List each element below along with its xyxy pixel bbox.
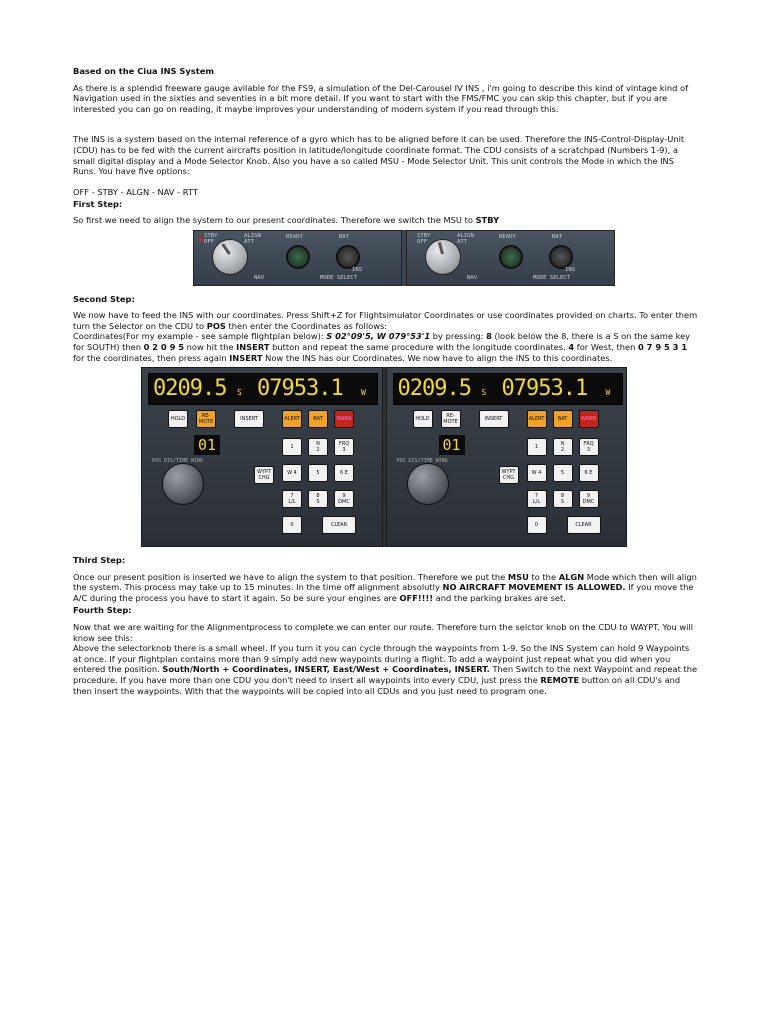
intro-paragraph: As there is a splendid freeware gauge avilable for the FS9, a simulation of the Del-Carousel IV INS , i'm going to describe this kind of vintage kind of Navigation used in the sixties and seventies in a bit more detail. If you want to start with the FMS/FMC you can skip this chapter, but if you are interested you can go on reading, it maybe improves your understanding of modern system if you read through this. bbox=[73, 82, 689, 114]
cdu-panel-left bbox=[141, 367, 383, 547]
cdu-panel-figure bbox=[141, 367, 627, 547]
remote-button[interactable]: RE- MOTE bbox=[196, 410, 216, 428]
key-8[interactable]: 8 S bbox=[308, 490, 328, 508]
key-4[interactable]: W 4 bbox=[527, 464, 547, 482]
wypt-chg-button[interactable]: WYPT CHG bbox=[254, 466, 274, 484]
selector-labels: POS DIS/TIME WIND bbox=[152, 458, 204, 465]
alert-lamp: ALERT bbox=[527, 410, 547, 428]
key-9[interactable]: 9 DMC bbox=[579, 490, 599, 508]
key-2[interactable]: N 2 bbox=[553, 438, 573, 456]
document-body bbox=[73, 66, 698, 696]
ready-lamp bbox=[286, 245, 310, 269]
key-4[interactable]: W 4 bbox=[282, 464, 302, 482]
msu-label-bat: BAT bbox=[339, 233, 350, 240]
key-3[interactable]: FRQ 3 bbox=[579, 438, 599, 456]
latitude-hemisphere: S bbox=[237, 388, 242, 398]
msu-label-bat: BAT bbox=[552, 233, 563, 240]
alert-lamp: ALERT bbox=[282, 410, 302, 428]
key-3[interactable]: FRQ 3 bbox=[334, 438, 354, 456]
ready-lamp bbox=[499, 245, 523, 269]
warn-lamp: WARN bbox=[334, 410, 354, 428]
second-step-text: We now have to feed the INS with our coordinates. Press Shift+Z for Flightsimulator Coordinates or use coordinates provided on charts. To enter them turn the Selector on the CDU to POS then enter the Coordinates as follows: Coordinates(For my example - see sample flightplan below): S 02°09'5, W 079°53'1 by pressing: 8 (look below the 8, there is a S on the same key for SOUTH) then 0 2 0 9 5 now hit the INSERT button and repeat the same procedure with the longitude coordinates. 4 for West, then 0 7 9 5 3 1 for the coordinates, then press again INSERT Now the INS has our Coordinates. We now have to align the INS to this coordinates. bbox=[73, 310, 698, 363]
warn-lamp: WARN bbox=[579, 410, 599, 428]
bat-warning-lamp: BAT bbox=[308, 410, 328, 428]
latitude-readout: 0209.5 bbox=[153, 376, 227, 402]
longitude-hemisphere: W bbox=[361, 388, 366, 398]
mode-options: OFF - STBY - ALGN - NAV - RTT bbox=[73, 186, 198, 197]
hold-button[interactable]: HOLD bbox=[168, 410, 188, 428]
msu-panel-right bbox=[406, 230, 615, 286]
key-7[interactable]: 7 L/L bbox=[282, 490, 302, 508]
insert-button[interactable]: INSERT bbox=[234, 410, 264, 428]
cdu-coordinate-display bbox=[393, 373, 623, 405]
key-5[interactable]: 5 bbox=[553, 464, 573, 482]
longitude-readout: 07953.1 bbox=[501, 376, 588, 402]
key-6[interactable]: 6 E bbox=[334, 464, 354, 482]
cdu-coordinate-display bbox=[148, 373, 378, 405]
hold-button[interactable]: HOLD bbox=[413, 410, 433, 428]
waypoint-number-display: 01 bbox=[194, 435, 220, 455]
msu-label-mode-select: MODE SELECT bbox=[320, 274, 358, 281]
key-1[interactable]: 1 bbox=[527, 438, 547, 456]
msu-label-ready: READY bbox=[499, 233, 516, 240]
msu-label-stby: STBY OFF bbox=[204, 232, 218, 245]
key-0[interactable]: 0 bbox=[527, 516, 547, 534]
third-step-text: Once our present position is inserted we have to align the system to that position. Therefore we put the MSU to the ALGN Mode which then will align the system. This process may take up to 15 minutes. In the time off alignment absolutly NO AIRCRAFT MOVEMENT IS ALLOWED. If you move the A/C during the process you have to start it again. So be sure your engines are OFF!!!! and the parking brakes are set. bbox=[73, 571, 697, 603]
key-7[interactable]: 7 L/L bbox=[527, 490, 547, 508]
key-6[interactable]: 6 E bbox=[579, 464, 599, 482]
fourth-step-heading: Fourth Step: bbox=[73, 605, 132, 616]
longitude-readout: 07953.1 bbox=[257, 376, 343, 402]
data-selector-knob[interactable] bbox=[407, 463, 449, 505]
msu-panel-left bbox=[193, 230, 402, 286]
msu-label-nav: NAV bbox=[254, 274, 265, 281]
waypoint-number-display: 01 bbox=[439, 435, 465, 455]
msu-label-ins: INS bbox=[565, 266, 576, 273]
remote-button[interactable]: RE- MOTE bbox=[441, 410, 461, 428]
msu-panel-figure bbox=[193, 230, 615, 286]
msu-label-align: ALIGN ATT bbox=[457, 232, 474, 245]
longitude-hemisphere: W bbox=[605, 388, 611, 398]
first-step-heading: First Step: bbox=[73, 199, 123, 210]
ins-description-paragraph: The INS is a system based on the internal reference of a gyro which has to be aligned before it can be used. Therefore the INS-Control-Display-Unit (CDU) has to be fed with the current aircrafts position in latitude/longitude coordinate format. The CDU consists of a scratchpad (Numbers 1-9), a small digital display and a Mode Selector Knob. Also you have a so called MSU - Mode Selector Unit. This unit controls the Mode in which the INS Runs. You have five options: bbox=[73, 134, 685, 177]
msu-label-nav: NAV bbox=[467, 274, 478, 281]
latitude-readout: 0209.5 bbox=[397, 376, 471, 402]
third-step-heading: Third Step: bbox=[73, 555, 126, 566]
msu-label-mode-select: MODE SELECT bbox=[533, 274, 571, 281]
key-0[interactable]: 0 bbox=[282, 516, 302, 534]
msu-label-align: ALIGN ATT bbox=[244, 232, 261, 245]
heading-ciua-ins: Based on the Ciua INS System bbox=[73, 66, 214, 76]
fourth-step-text: Now that we are waiting for the Alignmentprocess to complete we can enter our route. Therefore turn the selctor knob on the CDU to WAYPT. You will know see this: Above the selectorknob there is a small wheel. If you turn it you can cycle through the waypoints from 1-9. So the INS System can hold 9 Waypoints at once. If your flightplan contains more than 9 simply add new waypoints during a flight. To add a waypoint just repeat what you did when you entered the position. South/North + Coordinates, INSERT, East/West + Coordinates, INSERT. Then Switch to the next Waypoint and repeat the procedure. If you have more than one CDU you don't need to insert all waypoints into every CDU, just press the REMOTE button on all CDU's and then insert the waypoints. With that the waypoints will be copied into all CDUs and you just need to program one. bbox=[73, 622, 698, 696]
bat-lamp bbox=[336, 245, 360, 269]
selector-labels: POS DIS/TIME WIND bbox=[396, 458, 448, 465]
red-arrow-icon: ➜ bbox=[196, 234, 204, 245]
wypt-chg-button[interactable]: WYPT CHG bbox=[499, 466, 519, 484]
key-1[interactable]: 1 bbox=[282, 438, 302, 456]
insert-button[interactable]: INSERT bbox=[479, 410, 509, 428]
clear-button[interactable]: CLEAR bbox=[322, 516, 356, 534]
msu-label-ins: INS bbox=[352, 266, 363, 273]
msu-label-ready: READY bbox=[286, 233, 303, 240]
key-2[interactable]: N 2 bbox=[308, 438, 328, 456]
first-step-text: So first we need to align the system to our present coordinates. Therefore we switch the MSU to STBY bbox=[73, 214, 500, 225]
bat-warning-lamp: BAT bbox=[553, 410, 573, 428]
key-9[interactable]: 9 DMC bbox=[334, 490, 354, 508]
second-step-heading: Second Step: bbox=[73, 293, 135, 304]
bat-lamp bbox=[549, 245, 573, 269]
msu-label-stby: STBY OFF bbox=[417, 232, 431, 245]
cdu-panel-right bbox=[386, 367, 628, 547]
data-selector-knob[interactable] bbox=[162, 463, 204, 505]
key-8[interactable]: 8 S bbox=[553, 490, 573, 508]
latitude-hemisphere: S bbox=[481, 388, 487, 398]
clear-button[interactable]: CLEAR bbox=[567, 516, 601, 534]
key-5[interactable]: 5 bbox=[308, 464, 328, 482]
